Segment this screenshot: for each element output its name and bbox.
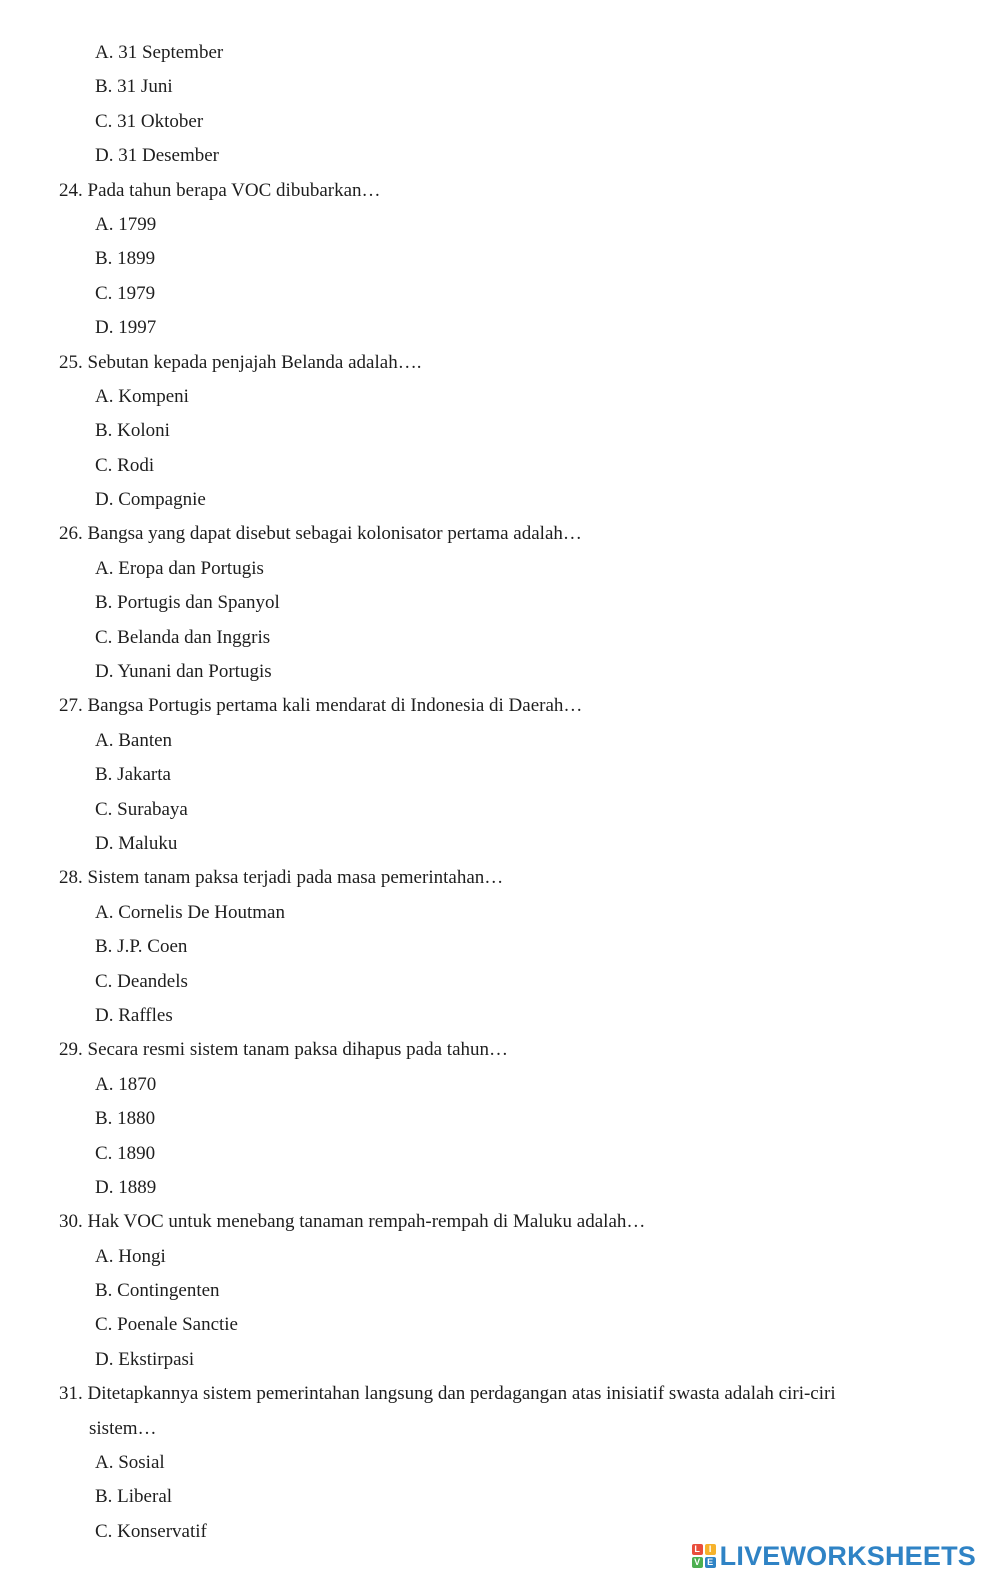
question-text: 30. Hak VOC untuk menebang tanaman rempah-rempah di Maluku adalah… (59, 1211, 646, 1233)
question-text: 28. Sistem tanam paksa terjadi pada masa pemerintahan… (59, 867, 504, 889)
logo-tile: E (705, 1557, 716, 1568)
question-text: 29. Secara resmi sistem tanam paksa dihapus pada tahun… (59, 1039, 509, 1061)
answer-option: B. Portugis dan Spanyol (95, 592, 280, 614)
answer-option: C. 1890 (95, 1142, 156, 1164)
answer-option: C. Konservatif (95, 1520, 207, 1542)
question-text: 27. Bangsa Portugis pertama kali mendarat di Indonesia di Daerah… (59, 695, 583, 717)
answer-option: D. Maluku (95, 832, 178, 854)
logo-tile: L (692, 1544, 703, 1555)
answer-option: D. Compagnie (95, 489, 206, 511)
worksheet-page (0, 36, 1000, 1549)
answer-option: B. Contingenten (95, 1280, 220, 1302)
answer-option: D. 31 Desember (95, 145, 219, 167)
question-text: 31. Ditetapkannya sistem pemerintahan langsung dan perdagangan atas inisiatif swasta adalah ciri-ciri (59, 1383, 836, 1405)
answer-option: C. 31 Oktober (95, 110, 204, 132)
answer-option: A. Hongi (95, 1245, 166, 1267)
answer-option: B. 1899 (95, 248, 156, 270)
answer-option: A. 1870 (95, 1073, 157, 1095)
answer-option: B. 31 Juni (95, 76, 173, 98)
answer-option: D. 1997 (95, 317, 157, 339)
question-text: 26. Bangsa yang dapat disebut sebagai kolonisator pertama adalah… (59, 523, 582, 545)
answer-option: A. Sosial (95, 1452, 165, 1474)
answer-option: B. Jakarta (95, 764, 171, 786)
liveworksheets-logo-icon (692, 1544, 716, 1568)
answer-option: B. J.P. Coen (95, 936, 188, 958)
answer-option: C. Belanda dan Inggris (95, 626, 271, 648)
question-text: 25. Sebutan kepada penjajah Belanda adalah…. (59, 351, 422, 373)
answer-option: A. 31 September (95, 42, 224, 63)
answer-option: B. Koloni (95, 420, 170, 442)
answer-option: A. Eropa dan Portugis (95, 557, 264, 579)
brand-name: LIVEWORKSHEETS (719, 1540, 976, 1571)
answer-option: C. Poenale Sanctie (95, 1314, 238, 1336)
answer-option: D. 1889 (95, 1176, 157, 1198)
answer-option: C. Deandels (95, 970, 188, 992)
question-text: 24. Pada tahun berapa VOC dibubarkan… (59, 179, 381, 201)
answer-option: D. Raffles (95, 1004, 173, 1026)
answer-option: B. Liberal (95, 1486, 173, 1508)
answer-option: A. Cornelis De Houtman (95, 901, 285, 923)
answer-option: A. Kompeni (95, 385, 189, 407)
logo-tile: V (692, 1557, 703, 1568)
answer-option: C. Rodi (95, 454, 155, 476)
answer-option: C. 1979 (95, 282, 156, 304)
answer-option: A. Banten (95, 729, 173, 751)
answer-option: D. Yunani dan Portugis (95, 661, 272, 683)
question-text-continued: sistem… (89, 1417, 157, 1439)
liveworksheets-watermark (692, 1541, 976, 1571)
answer-option: D. Ekstirpasi (95, 1348, 195, 1370)
answer-option: C. Surabaya (95, 798, 188, 820)
logo-tile: I (705, 1544, 716, 1555)
answer-option: B. 1880 (95, 1108, 156, 1130)
answer-option: A. 1799 (95, 213, 157, 235)
